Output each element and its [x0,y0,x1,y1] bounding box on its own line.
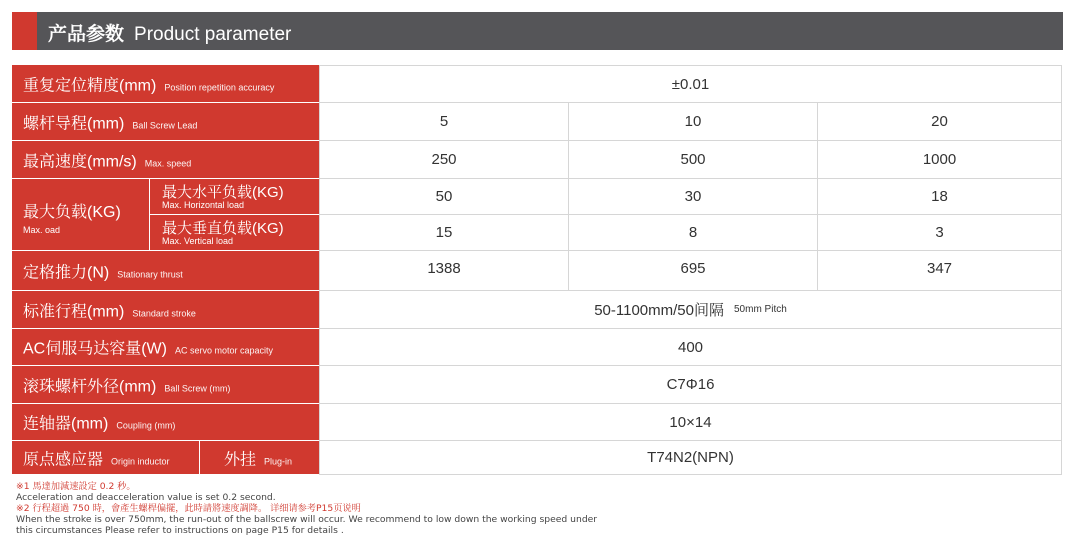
note-2-en-line2: this circumstances Please refer to instructions on page P15 for details . [16,525,344,536]
value-thrust-1: 1388 [319,251,568,291]
label-repeat-accuracy [12,65,319,103]
value-thrust-2: 695 [568,251,817,291]
label-cn: 最大水平负载(KG) [162,184,284,201]
note-2-en-line1: When the stroke is over 750mm, the run-out of the ballscrew will occur. We recommend to low down the working speed under [16,514,598,525]
value-speed-2: 500 [568,141,817,179]
label-cn: 螺杆导程(mm) [23,115,125,132]
parameter-table [12,65,1062,475]
label-en: Plug-in [264,456,293,466]
note-2-cn: ※2 行程超過 750 時，會產生螺桿偏擺，此時請將速度調降。 详细请参考P15页说明 [16,503,361,514]
label-standard-stroke [12,291,319,329]
label-en: Position repetition accuracy [164,82,275,92]
value-coupling: 10×14 [319,404,1062,441]
section-header [12,12,1063,50]
value-hload-2: 30 [568,179,817,215]
stroke-pitch: 50mm Pitch [733,304,787,315]
label-max-speed [12,141,319,179]
value-motor: 400 [319,329,1062,366]
label-en: Max. oad [23,225,61,235]
value-vload-3: 3 [817,215,1062,251]
label-en: Max. speed [144,158,192,168]
label-cn: 原点感应器 [23,451,104,468]
label-en: Max. Horizontal load [162,200,245,210]
note-1-en: Acceleration and deacceleration value is set 0.2 second. [16,492,276,503]
value-hload-3: 18 [817,179,1062,215]
label-motor-capacity [12,329,319,366]
label-cn: 最大垂直负载(KG) [162,220,284,237]
title-cn: 产品参数 [48,24,125,45]
value-hload-1: 50 [319,179,568,215]
label-stationary-thrust [12,251,319,291]
label-cn: 最大负载(KG) [23,204,121,221]
footnotes [16,481,597,536]
label-en: Stationary thrust [117,269,183,279]
label-screw-diameter [12,366,319,404]
value-repeat-accuracy: ±0.01 [319,65,1062,103]
label-en: Ball Screw (mm) [164,383,231,393]
header-accent-bar [12,12,37,50]
value-lead-2: 10 [568,103,817,141]
section-title [48,19,291,46]
value-vload-2: 8 [568,215,817,251]
label-horizontal-load [150,179,319,215]
label-max-load [12,179,149,251]
label-origin-inductor [12,441,199,475]
label-en: Coupling (mm) [116,420,176,431]
title-en: Product parameter [134,24,292,45]
label-en: AC servo motor capacity [175,345,274,356]
value-vload-1: 15 [319,215,568,251]
label-screw-lead [12,103,319,141]
label-cn: 最高速度(mm/s) [23,153,137,170]
label-en: Max. Vertical load [162,236,234,246]
label-en: Ball Screw Lead [132,120,198,130]
value-lead-3: 20 [817,103,1062,141]
note-1-cn: ※1 馬達加減速設定 0.2 秒。 [16,481,136,492]
label-cn: 滚珠螺杆外径(mm) [23,378,157,395]
label-plug-in [200,441,319,475]
value-screw: C7Φ16 [319,366,1062,404]
label-en: Standard stroke [132,308,196,318]
value-speed-3: 1000 [817,141,1062,179]
value-lead-1: 5 [319,103,568,141]
label-cn: 标准行程(mm) [23,303,125,320]
label-cn: 外挂 [224,451,257,468]
label-cn: 定格推力(N) [23,264,110,281]
label-cn: 重复定位精度(mm) [23,77,157,94]
value-stroke [319,291,1062,329]
label-coupling [12,404,319,441]
value-speed-1: 250 [319,141,568,179]
label-en: Origin inductor [111,456,170,466]
label-cn: 连轴器(mm) [23,415,109,433]
value-origin: T74N2(NPN) [319,441,1062,475]
label-vertical-load [150,215,319,251]
value-thrust-3: 347 [817,251,1062,291]
label-cn: AC伺服马达容量(W) [23,340,167,358]
stroke-value: 50-1100mm/50间隔 [594,302,724,319]
